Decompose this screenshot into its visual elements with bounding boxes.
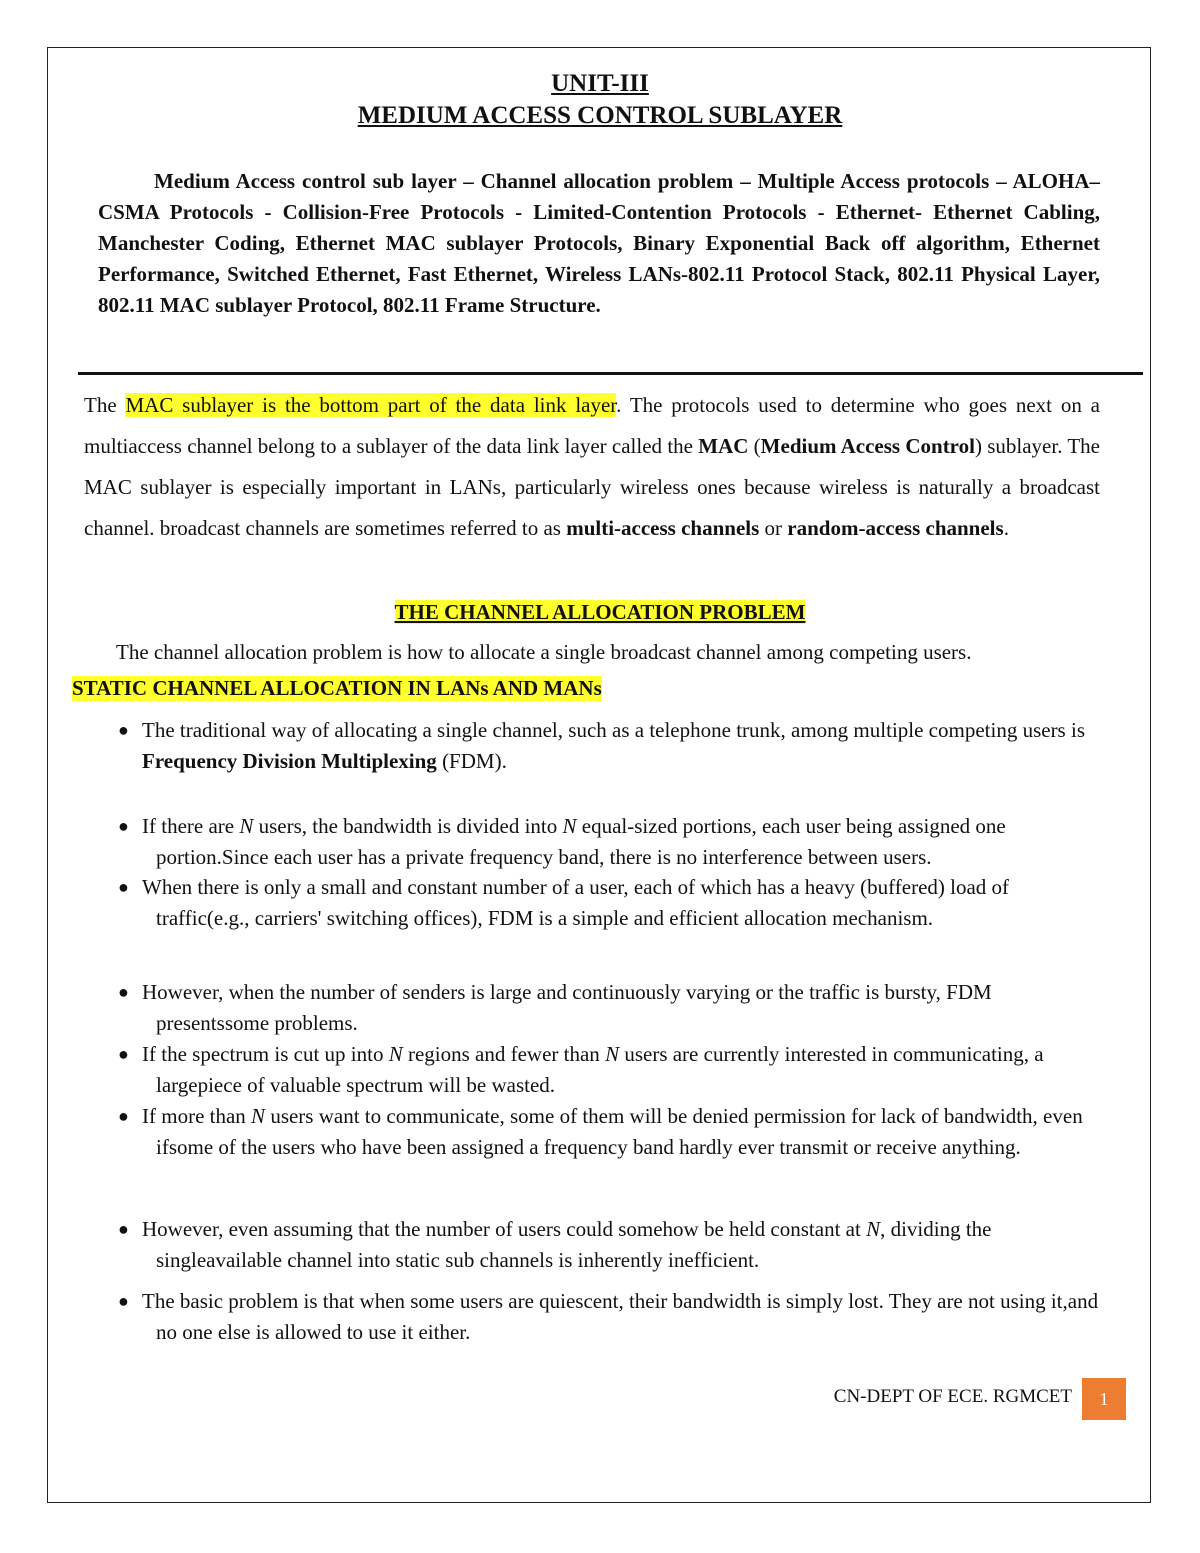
bullet-icon: ● [118, 982, 129, 1002]
intro-bold-term: random-access channels [787, 516, 1004, 540]
intro-bold-term: Medium Access Control [760, 434, 975, 458]
bullet-italic-var: N [388, 1042, 403, 1066]
intro-bold-term: MAC [698, 434, 749, 458]
intro-text: ( [748, 434, 761, 458]
section-description: The channel allocation problem is how to allocate a single broadcast channel among competing users. [116, 640, 972, 664]
bullet-text-part: users want to communicate, some of them will be denied permission for lack of bandwidth, even ifsome of the users who have been assigned a frequency band hardly ever transmit or receive anything. [156, 1104, 1083, 1159]
bullet-item-3 [118, 872, 1100, 934]
bullet-italic-var: N [866, 1217, 881, 1241]
bullet-text [142, 1214, 1100, 1276]
bullet-text-part: If more than [142, 1104, 252, 1128]
bullet-text [142, 1101, 1100, 1163]
bullet-italic-var: N [251, 1104, 266, 1128]
intro-text: . [1003, 516, 1009, 540]
bullet-text-part: equal-sized portions, each user being assigned one portion.Since each user has a private frequency band, there is no interference between users. [156, 814, 1006, 869]
bullet-text-part: regions and fewer than [402, 1042, 606, 1066]
bullet-text-part: users, the bandwidth is divided into [253, 814, 563, 838]
bullet-text: When there is only a small and constant number of a user, each of which has a heavy (buffered) load of traffic(e.g., carriers' switching offices), FDM is a simple and efficient allocation mechanism. [142, 875, 1010, 930]
bullet-item-4 [118, 977, 1100, 1039]
bullet-item-6 [118, 1101, 1100, 1163]
bullet-text: The basic problem is that when some users are quiescent, their bandwidth is simply lost. They are not using it,and no one else is allowed to use it either. [142, 1289, 1099, 1344]
bullet-text-part: users are currently interested in communicating, a largepiece of valuable spectrum will be wasted. [156, 1042, 1044, 1097]
bullet-text-part: , dividing the singleavailable channel into static sub channels is inherently inefficient. [156, 1217, 992, 1272]
bullet-item-5 [118, 1039, 1100, 1101]
bullet-text [142, 1039, 1100, 1101]
bullet-icon: ● [118, 1219, 129, 1239]
bullet-item-8 [118, 1286, 1100, 1348]
syllabus-paragraph: Medium Access control sub layer – Channel allocation problem – Multiple Access protocols – ALOHA– CSMA Protocols - Collision-Free Protocols - Limited-Contention Protocols - Ethernet- Ethernet Cabling, Manchester Coding, Ethernet MAC sublayer Protocols, Binary Exponential Back off algorithm, Ethernet Performance, Switched Ethernet, Fast Ethernet, Wireless LANs-802.11 Protocol Stack, 802.11 Physical Layer, 802.11 MAC sublayer Protocol, 802.11 Frame Structure. [98, 169, 1100, 317]
bullet-item-7 [118, 1214, 1100, 1276]
bullet-icon: ● [118, 1106, 129, 1126]
intro-paragraph [84, 385, 1100, 549]
bullet-text-part: If there are [142, 814, 240, 838]
bullet-text-part: If the spectrum is cut up into [142, 1042, 389, 1066]
section-heading [0, 600, 1200, 625]
bullet-text-part: However, even assuming that the number of users could somehow be held constant at [142, 1217, 867, 1241]
bullet-icon: ● [118, 720, 129, 740]
footer-text: CN-DEPT OF ECE. RGMCET [833, 1386, 1072, 1407]
section-heading-text: THE CHANNEL ALLOCATION PROBLEM [394, 600, 806, 624]
bullet-icon: ● [118, 1291, 129, 1311]
bullet-text-part: (FDM). [436, 749, 507, 773]
intro-text: or [759, 516, 788, 540]
intro-text: ) sublayer. The MAC sublayer is especially important in LANs, particularly wireless ones because wireless is naturally a broadcast channel. broadcast channels are sometimes referred to as [84, 434, 1100, 540]
intro-text: . The protocols used to determine who goes next on a multiaccess channel belong to a sublayer of the data link layer called the [84, 393, 1100, 458]
intro-bold-term: multi-access channels [566, 516, 760, 540]
bullet-item-2 [118, 811, 1100, 873]
horizontal-rule [78, 372, 1143, 375]
bullet-icon: ● [118, 816, 129, 836]
unit-title: UNIT-III [551, 70, 649, 97]
bullet-italic-var: N [605, 1042, 620, 1066]
bullet-text: However, when the number of senders is large and continuously varying or the traffic is bursty, FDM presentssome problems. [142, 980, 992, 1035]
highlighted-definition: MAC sublayer is the bottom part of the data link layer [125, 393, 617, 417]
bullet-text [142, 811, 1100, 873]
bullet-item-1 [118, 715, 1100, 777]
bullet-text-part: The traditional way of allocating a single channel, such as a telephone trunk, among multiple competing users is [142, 718, 1085, 742]
bullet-text [142, 715, 1100, 777]
unit-subtitle: MEDIUM ACCESS CONTROL SUBLAYER [357, 102, 843, 129]
bullet-icon: ● [118, 1044, 129, 1064]
subsection-heading: STATIC CHANNEL ALLOCATION IN LANs AND MANs [72, 676, 602, 700]
bullet-bold-term: Frequency Division Multiplexing [142, 749, 437, 773]
bullet-icon: ● [118, 877, 129, 897]
intro-text: The [84, 393, 126, 417]
bullet-italic-var: N [562, 814, 577, 838]
page-number-badge: 1 [1082, 1378, 1126, 1420]
bullet-italic-var: N [239, 814, 254, 838]
